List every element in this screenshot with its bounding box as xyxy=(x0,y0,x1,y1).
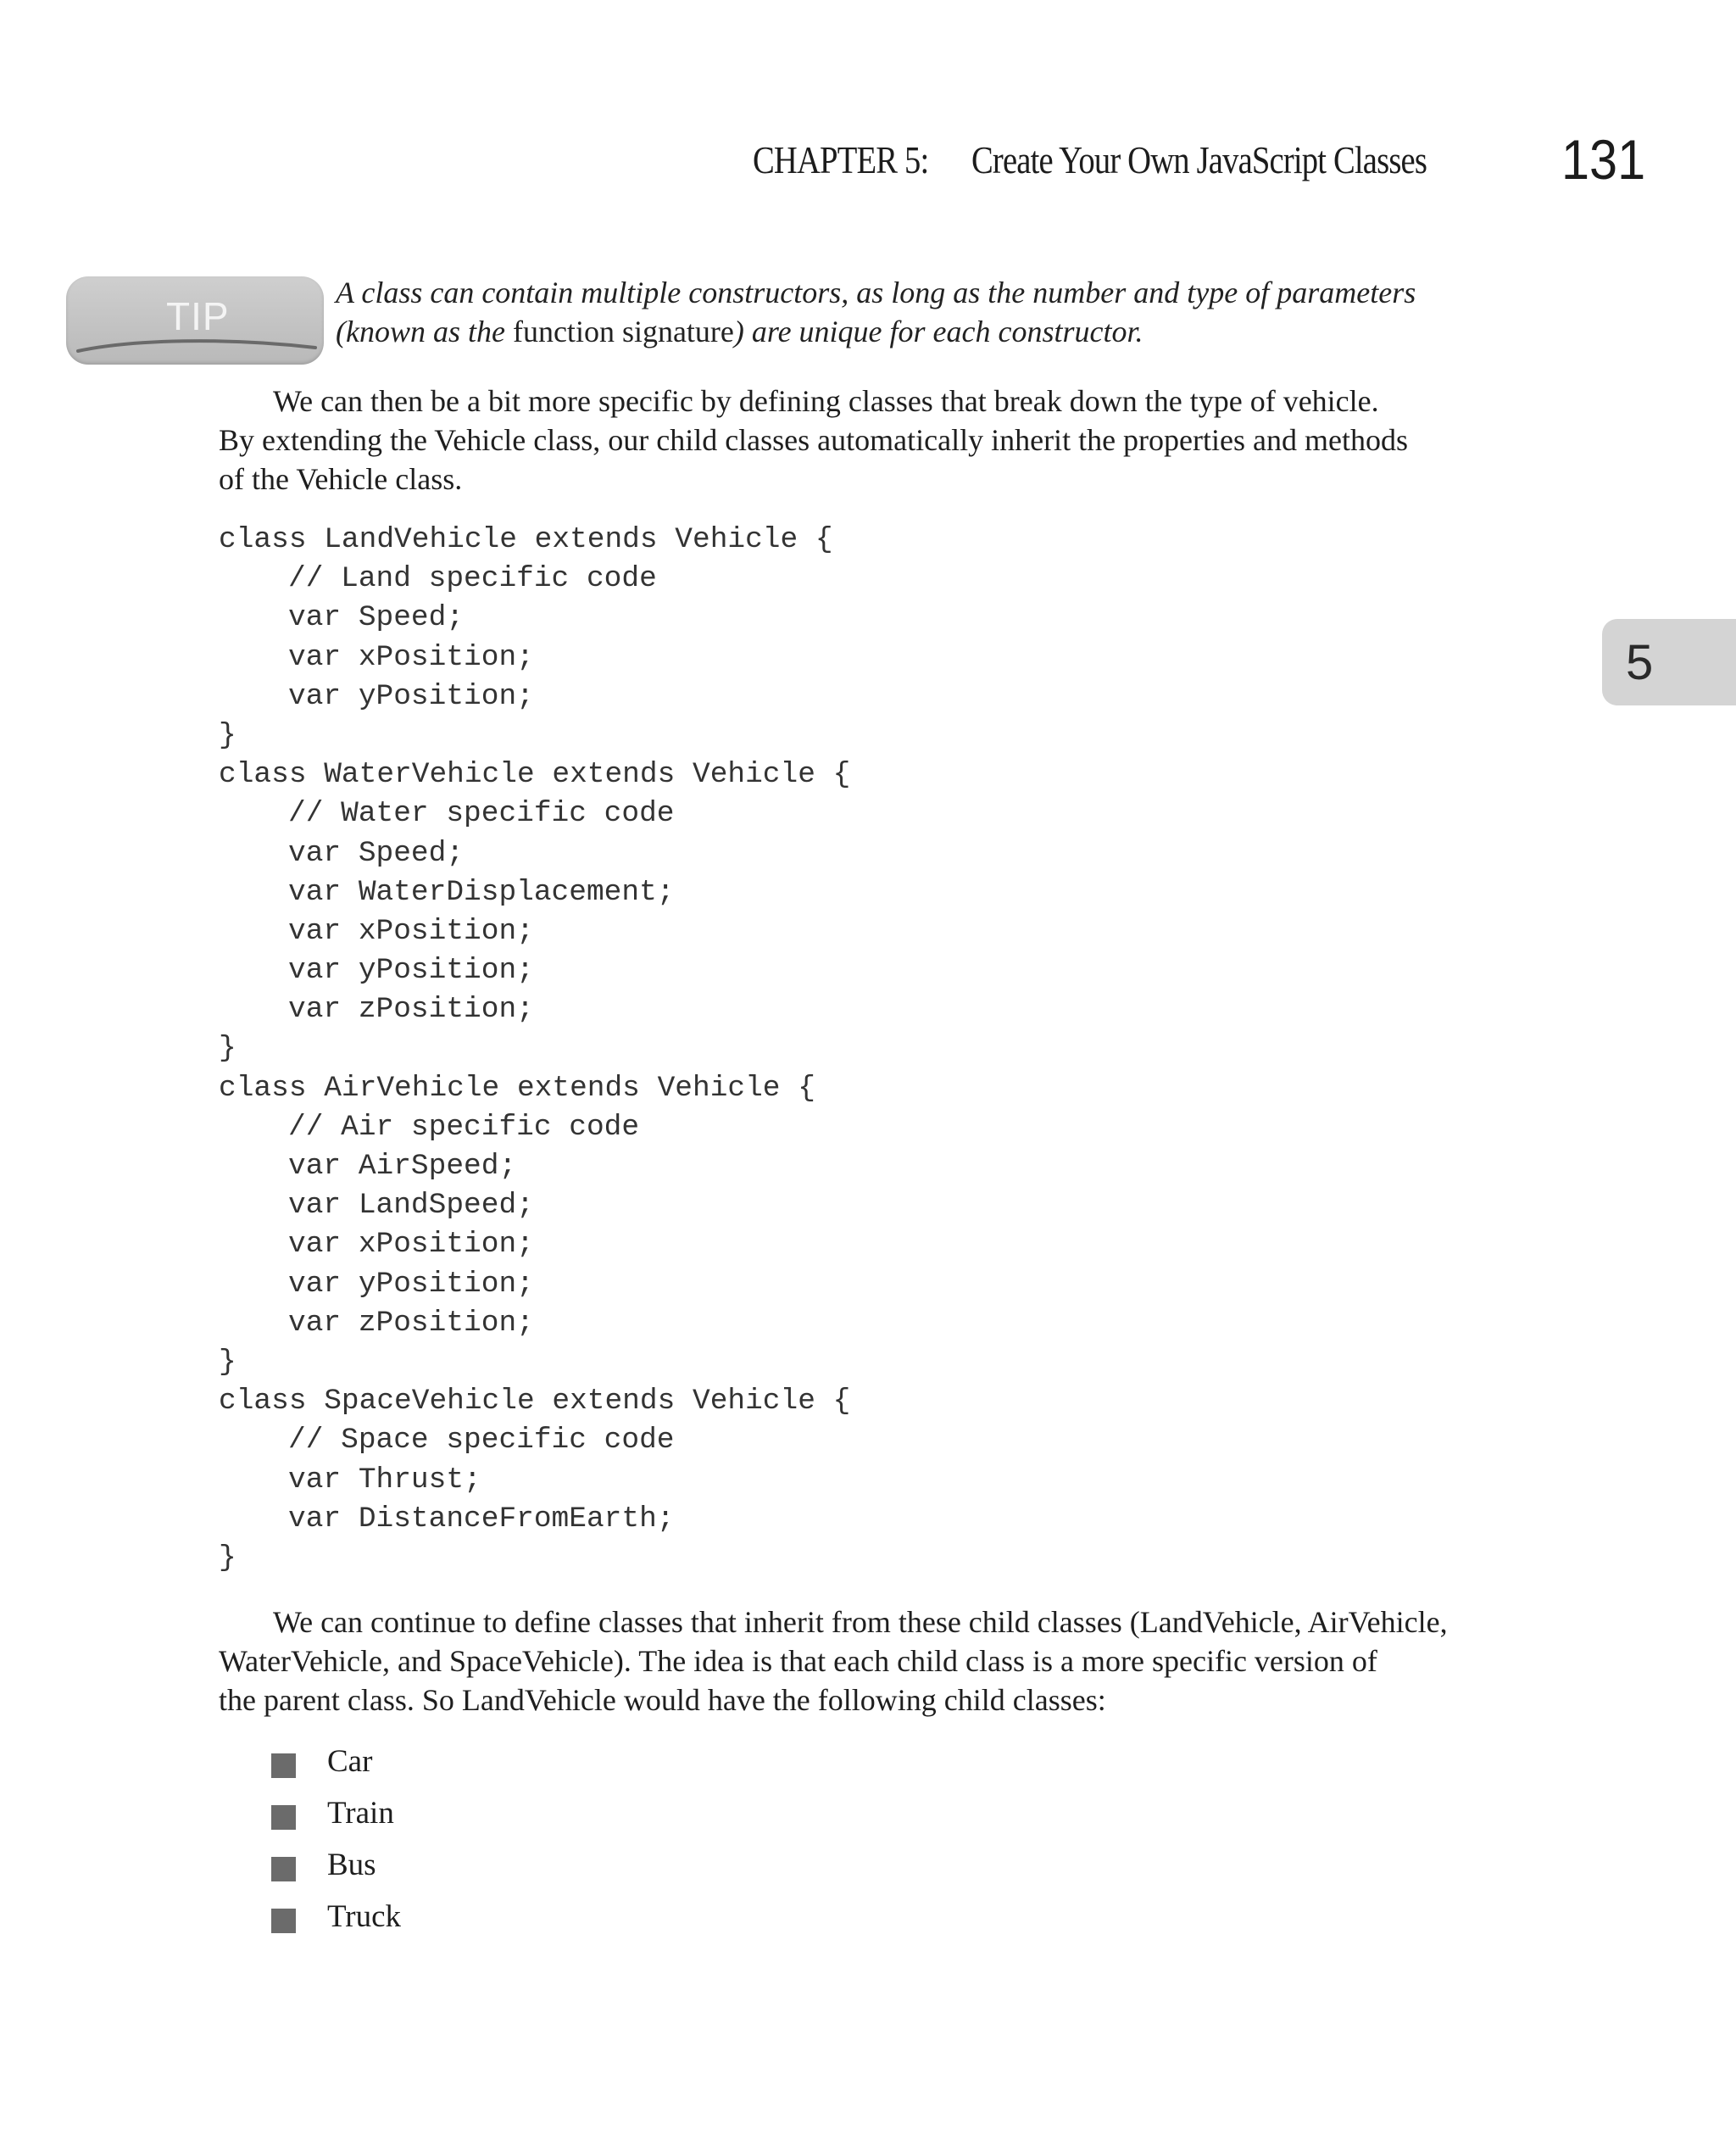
code-line: var yPosition; xyxy=(288,679,534,713)
tip-badge-label: TIP xyxy=(166,294,230,338)
chapter-label: CHAPTER 5: xyxy=(753,138,929,181)
code-line: } xyxy=(219,718,236,752)
code-line: class LandVehicle extends Vehicle { xyxy=(219,523,833,556)
code-line: // Space specific code xyxy=(288,1424,675,1458)
code-line: // Air specific code xyxy=(288,1110,640,1144)
paragraph-line: By extending the Vehicle class, our child classes automatically inherit the properties and methods xyxy=(219,423,1408,457)
code-line: var Thrust; xyxy=(288,1463,481,1497)
square-bullet-icon xyxy=(271,1805,296,1830)
list-item-label: Car xyxy=(327,1744,373,1779)
tip-line-2-pre: (known as the xyxy=(336,315,513,348)
tip-line-1: A class can contain multiple constructors, as long as the number and type of parameters xyxy=(336,276,1416,309)
code-line: // Land specific code xyxy=(288,562,657,596)
list-item-label: Truck xyxy=(327,1899,402,1934)
tip-line-2 xyxy=(336,312,1505,351)
code-line: var AirSpeed; xyxy=(288,1150,517,1183)
tip-swoosh-icon xyxy=(75,331,320,356)
paragraph-line: We can continue to define classes that inherit from these child classes (LandVehicle, AirVehicle, xyxy=(273,1605,1448,1639)
code-line: var Speed; xyxy=(288,836,465,870)
code-line: var yPosition; xyxy=(288,1267,534,1301)
paragraph-intro xyxy=(219,382,1507,499)
code-line: var LandSpeed; xyxy=(288,1189,534,1223)
code-line: // Water specific code xyxy=(288,797,675,831)
paragraph-line: the parent class. So LandVehicle would have the following child classes: xyxy=(219,1683,1106,1717)
paragraph-line: We can then be a bit more specific by defining classes that break down the type of vehicle. xyxy=(273,384,1379,418)
code-line: var zPosition; xyxy=(288,993,534,1027)
square-bullet-icon xyxy=(271,1909,296,1933)
list-item-label: Train xyxy=(327,1796,394,1831)
page-number: 131 xyxy=(1561,128,1646,191)
code-line: var xPosition; xyxy=(288,640,534,674)
tip-term: function signature xyxy=(512,315,734,348)
code-line: class SpaceVehicle extends Vehicle { xyxy=(219,1385,851,1419)
chapter-title: Create Your Own JavaScript Classes xyxy=(971,138,1427,181)
code-listing xyxy=(219,521,850,1578)
code-line: var xPosition; xyxy=(288,1228,534,1262)
code-line: var zPosition; xyxy=(288,1306,534,1340)
code-line: class AirVehicle extends Vehicle { xyxy=(219,1071,815,1105)
tip-badge xyxy=(66,276,324,365)
code-line: class WaterVehicle extends Vehicle { xyxy=(219,758,851,792)
code-line: var Speed; xyxy=(288,601,465,635)
code-line: } xyxy=(219,1541,236,1575)
chapter-tab xyxy=(1602,619,1736,705)
code-line: } xyxy=(219,1032,236,1066)
paragraph-line: WaterVehicle, and SpaceVehicle). The idea is that each child class is a more specific version of xyxy=(219,1644,1377,1678)
square-bullet-icon xyxy=(271,1753,296,1778)
code-line: var yPosition; xyxy=(288,954,534,988)
code-line: var xPosition; xyxy=(288,914,534,948)
chapter-tab-number: 5 xyxy=(1626,635,1654,690)
paragraph-line: of the Vehicle class. xyxy=(219,462,463,496)
list-item-label: Bus xyxy=(327,1848,376,1882)
tip-line-2-post: ) are unique for each constructor. xyxy=(733,315,1143,348)
paragraph-inheritance xyxy=(219,1603,1507,1720)
code-line: } xyxy=(219,1345,236,1379)
tip-text xyxy=(336,273,1505,351)
code-line: var DistanceFromEarth; xyxy=(288,1502,675,1536)
square-bullet-icon xyxy=(271,1857,296,1881)
running-header xyxy=(0,127,1736,195)
code-line: var WaterDisplacement; xyxy=(288,875,675,909)
